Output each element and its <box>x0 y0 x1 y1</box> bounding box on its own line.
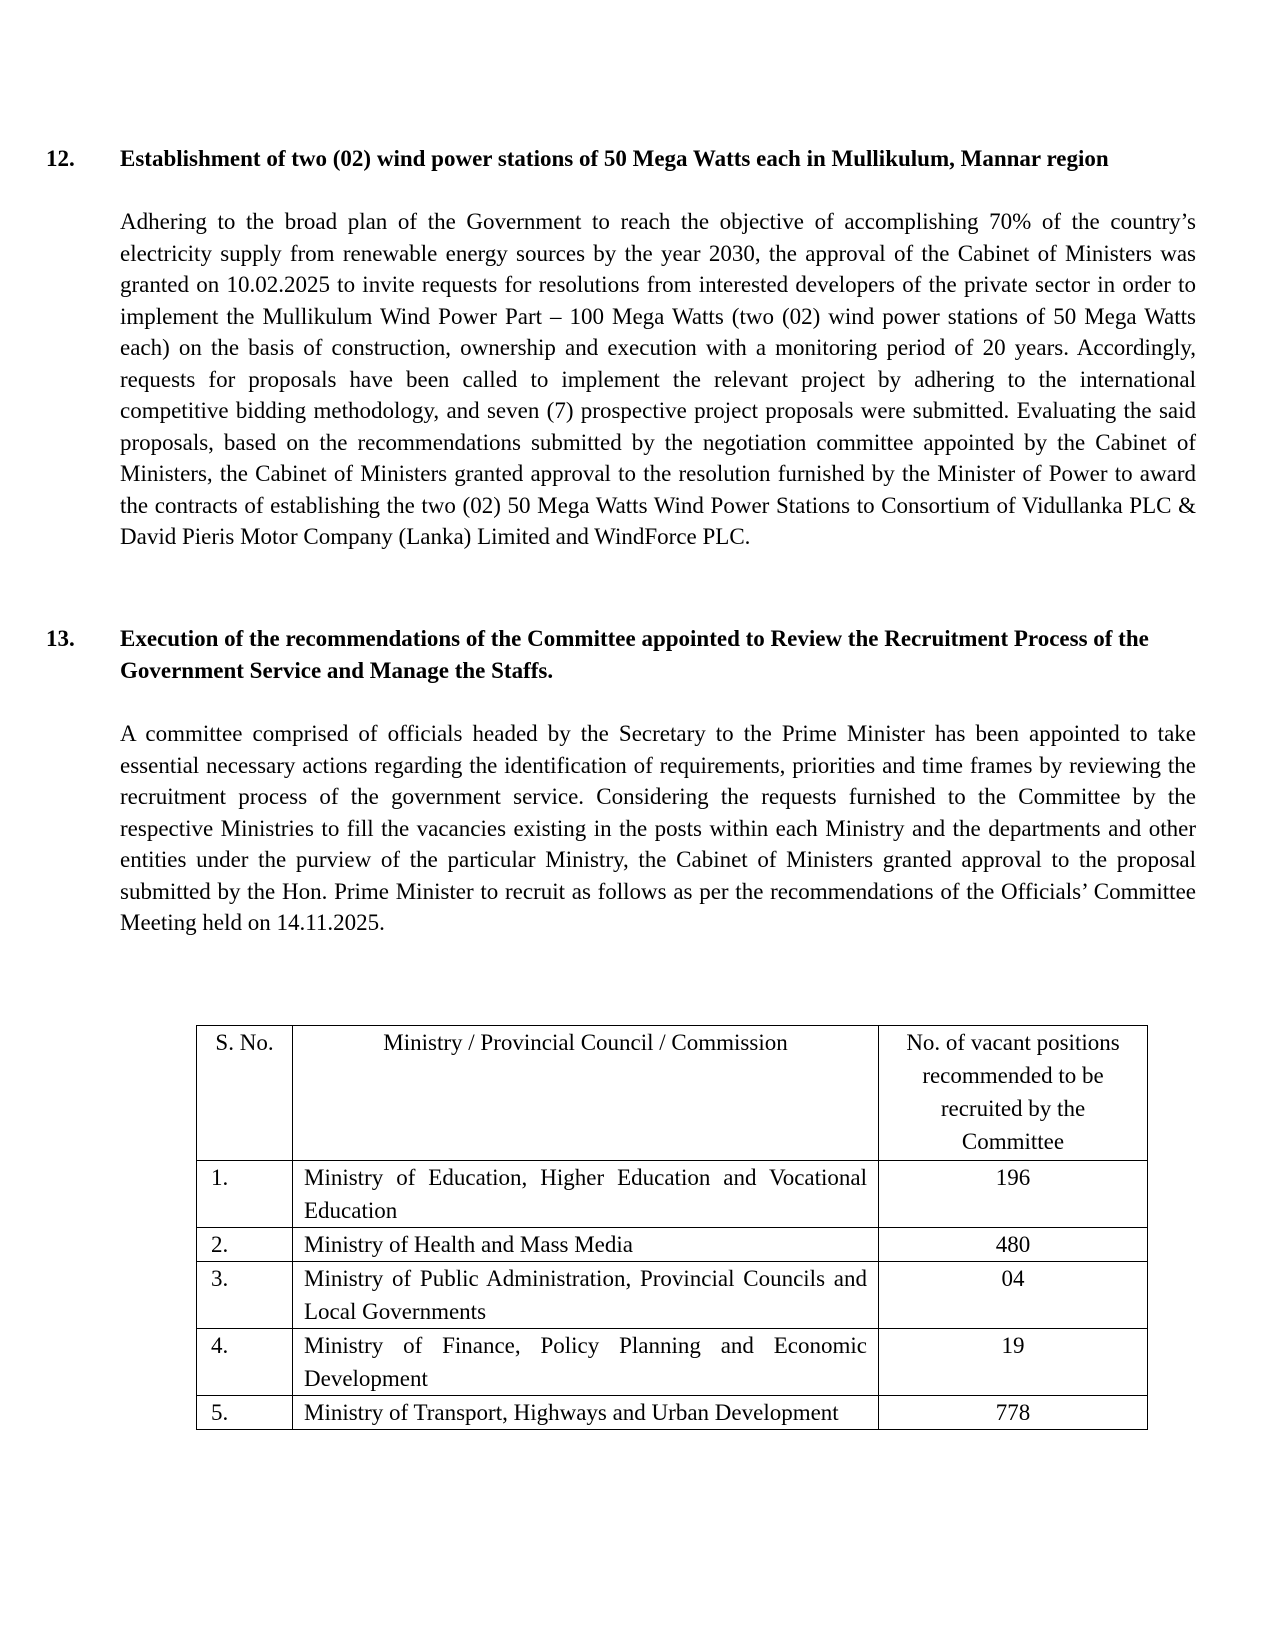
cell-vacancies: 778 <box>879 1396 1148 1430</box>
header-vacancies: No. of vacant positions recommended to be recruited by the Committee <box>879 1026 1148 1161</box>
item-body-paragraph: A committee comprised of officials headed by the Secretary to the Prime Minister has been appointed to take essential necessary actions regarding the identification of requirements, priorities and time frames by reviewing the recruitment process of the government service. Considering the requests furnished to the Committee by the respective Ministries to fill the vacancies existing in the posts within each Ministry and the departments and other entities under the purview of the particular Ministry, the Cabinet of Ministers granted approval to the proposal submitted by the Hon. Prime Minister to recruit as follows as per the recommendations of the Officials’ Committee Meeting held on 14.11.2025. <box>120 721 1196 935</box>
item-number: 13. <box>46 626 75 651</box>
table-row <box>197 1262 1148 1329</box>
item-heading <box>46 143 1196 175</box>
table-row <box>197 1396 1148 1430</box>
cell-sno: 4. <box>197 1329 293 1396</box>
item-title: Execution of the recommendations of the Committee appointed to Review the Recruitment Process of the Government Service and Manage the Staffs. <box>120 626 1149 683</box>
cell-ministry: Ministry of Health and Mass Media <box>293 1228 879 1262</box>
agenda-item-13 <box>46 623 1196 939</box>
cell-vacancies: 480 <box>879 1228 1148 1262</box>
cell-vacancies: 196 <box>879 1161 1148 1228</box>
cell-ministry: Ministry of Transport, Highways and Urban Development <box>293 1396 879 1430</box>
cell-sno: 3. <box>197 1262 293 1329</box>
cell-sno: 1. <box>197 1161 293 1228</box>
item-body-paragraph: Adhering to the broad plan of the Government to reach the objective of accomplishing 70% of the country’s electricity supply from renewable energy sources by the year 2030, the approval of the Cabinet of Ministers was granted on 10.02.2025 to invite requests for resolutions from interested developers of the private sector in order to implement the Mullikulum Wind Power Part – 100 Mega Watts (two (02) wind power stations of 50 Mega Watts each) on the basis of construction, ownership and execution with a monitoring period of 20 years. Accordingly, requests for proposals have been called to implement the relevant project by adhering to the international competitive bidding methodology, and seven (7) prospective project proposals were submitted. Evaluating the said proposals, based on the recommendations submitted by the negotiation committee appointed by the Cabinet of Ministers, the Cabinet of Ministers granted approval to the resolution furnished by the Minister of Power to award the contracts of establishing the two (02) 50 Mega Watts Wind Power Stations to Consortium of Vidullanka PLC & David Pieris Motor Company (Lanka) Limited and WindForce PLC. <box>120 209 1196 549</box>
item-title: Establishment of two (02) wind power stations of 50 Mega Watts each in Mullikulum, Mannar region <box>120 146 1109 171</box>
agenda-item-12 <box>46 143 1196 553</box>
table-header-row <box>197 1026 1148 1161</box>
item-heading <box>46 623 1196 687</box>
cell-sno: 2. <box>197 1228 293 1262</box>
table-row <box>197 1329 1148 1396</box>
cell-ministry: Ministry of Education, Higher Education and Vocational Education <box>293 1161 879 1228</box>
item-number: 12. <box>46 146 75 171</box>
header-sno: S. No. <box>197 1026 293 1161</box>
cell-sno: 5. <box>197 1396 293 1430</box>
table-row <box>197 1161 1148 1228</box>
cell-vacancies: 04 <box>879 1262 1148 1329</box>
vacancies-table <box>196 1025 1148 1430</box>
cell-ministry: Ministry of Finance, Policy Planning and Economic Development <box>293 1329 879 1396</box>
header-ministry: Ministry / Provincial Council / Commission <box>293 1026 879 1161</box>
cell-ministry: Ministry of Public Administration, Provincial Councils and Local Governments <box>293 1262 879 1329</box>
cell-vacancies: 19 <box>879 1329 1148 1396</box>
table-row <box>197 1228 1148 1262</box>
